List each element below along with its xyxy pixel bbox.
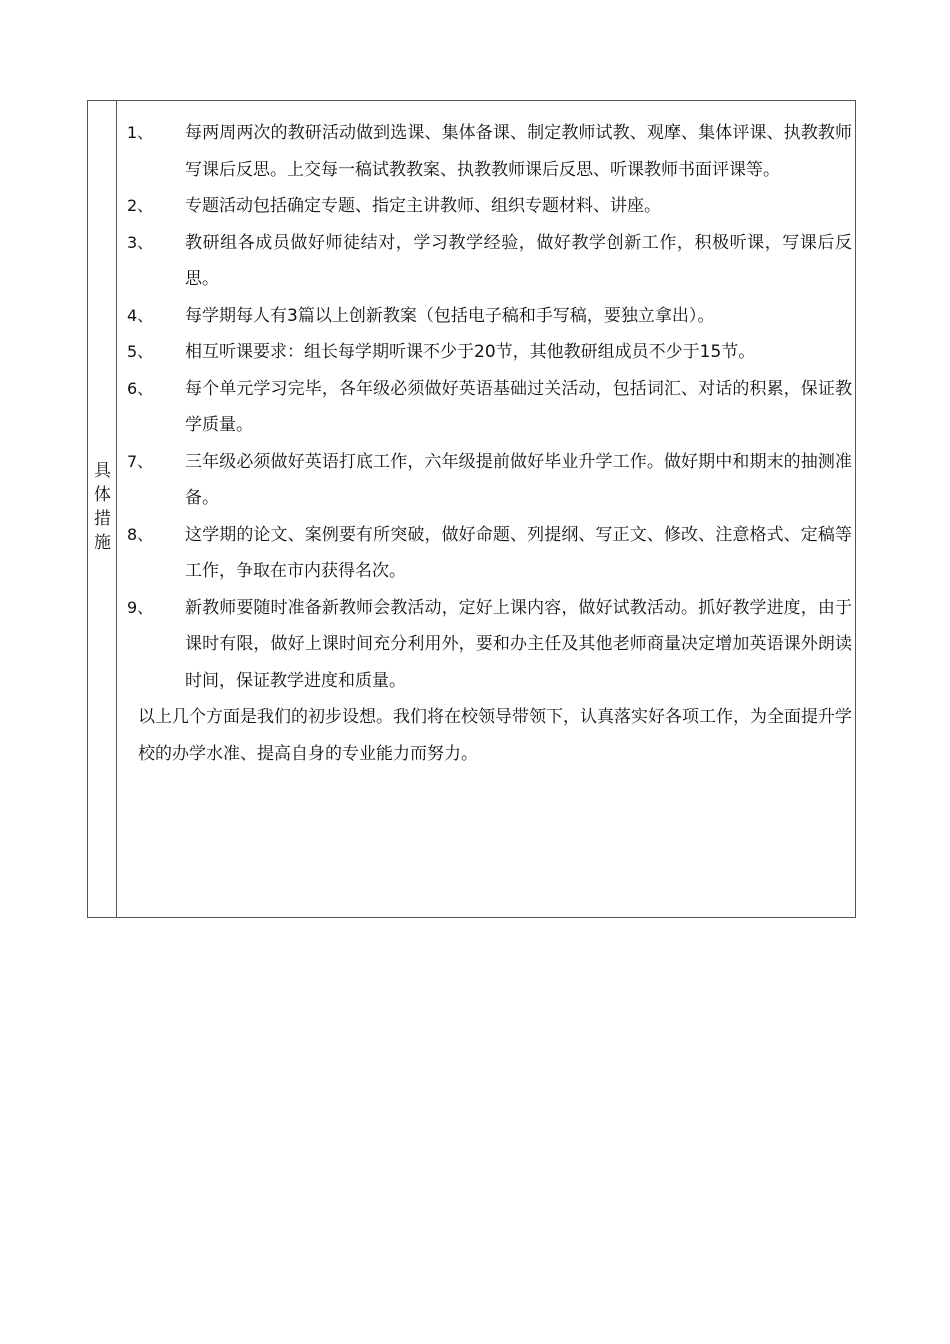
list-item	[117, 371, 852, 444]
item-text: 三年级必须做好英语打底工作，六年级提前做好毕业升学工作。做好期中和期末的抽测准备。	[185, 451, 852, 508]
label-char: 施	[94, 533, 111, 553]
item-text: 这学期的论文、案例要有所突破，做好命题、列提纲、写正文、修改、注意格式、定稿等工作，争取在市内获得名次。	[185, 524, 852, 581]
item-number: 2、	[127, 196, 154, 215]
list-item	[117, 517, 852, 590]
item-number: 8、	[127, 524, 154, 544]
closing-paragraph: 以上几个方面是我们的初步设想。我们将在校领导带领下，认真落实好各项工作，为全面提升学校的办学水准、提高自身的专业能力而努力。	[138, 707, 852, 764]
item-text: 相互听课要求：组长每学期听课不少于20节，其他教研组成员不少于15节。	[185, 342, 756, 362]
item-text: 新教师要随时准备新教师会教活动，定好上课内容，做好试教活动。抓好教学进度，由于课时有限，做好上课时间充分利用外，要和办主任及其他老师商量决定增加英语课外朗读时间，保证教学进度和质量。	[185, 597, 852, 691]
item-number: 4、	[127, 305, 154, 325]
section-label	[88, 459, 117, 555]
list-item	[117, 225, 852, 298]
item-number: 9、	[127, 597, 154, 617]
list-item	[117, 115, 852, 188]
item-text: 每学期每人有3篇以上创新教案（包括电子稿和手写稿，要独立拿出）。	[185, 305, 715, 326]
measures-table	[87, 100, 856, 918]
list-item	[117, 334, 852, 371]
list-item	[117, 298, 852, 335]
item-number: 1、	[127, 123, 154, 142]
label-char: 体	[94, 485, 111, 505]
item-number: 6、	[127, 378, 154, 398]
list-item	[117, 590, 852, 700]
label-char: 具	[94, 461, 111, 481]
list-item	[117, 188, 852, 225]
list-item	[117, 444, 852, 517]
label-char: 措	[94, 509, 111, 529]
content-cell	[117, 115, 852, 772]
item-number: 7、	[127, 451, 154, 471]
item-number: 5、	[127, 342, 154, 361]
item-text: 教研组各成员做好师徒结对，学习教学经验，做好教学创新工作，积极听课，写课后反思。	[185, 232, 852, 289]
item-text: 每个单元学习完毕，各年级必须做好英语基础过关活动，包括词汇、对话的积累，保证教学质量。	[185, 378, 852, 435]
item-number: 3、	[127, 232, 154, 252]
item-text: 每两周两次的教研活动做到选课、集体备课、制定教师试教、观摩、集体评课、执教教师写课后反思。上交每一稿试教教案、执教教师课后反思、听课教师书面评课等。	[185, 123, 852, 180]
item-text: 专题活动包括确定专题、指定主讲教师、组织专题材料、讲座。	[185, 196, 661, 216]
label-cell	[88, 101, 117, 917]
